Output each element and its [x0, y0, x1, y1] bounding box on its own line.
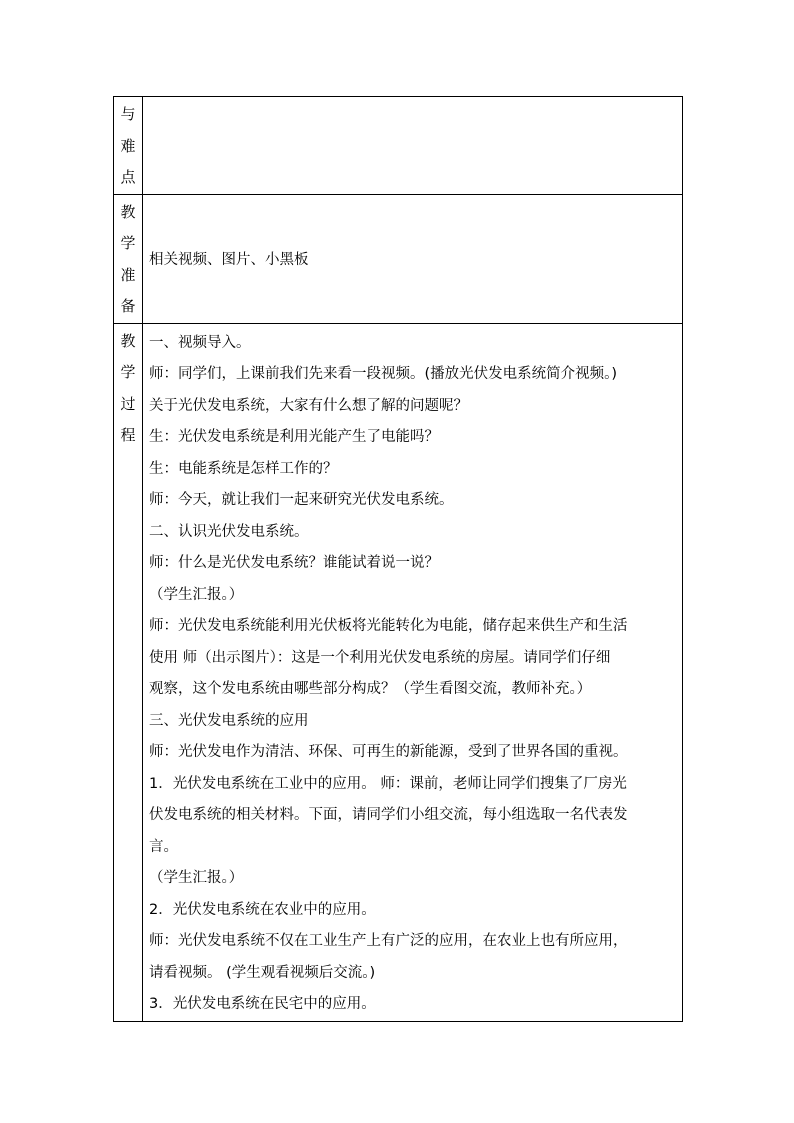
process-label	[114, 324, 142, 452]
process-line: 师：同学们，上课前我们先来看一段视频。(播放光伏发电系统简介视频。)	[149, 366, 618, 382]
process-line: 生：光伏发电系统是利用光能产生了电能吗？	[149, 429, 439, 445]
process-line: 三、光伏发电系统的应用	[149, 712, 309, 729]
process-line: 师：今天，就让我们一起来研究光伏发电系统。	[149, 492, 454, 508]
difficulty-label-cell	[114, 97, 143, 195]
process-label-cell	[114, 323, 143, 1021]
label-char: 备	[120, 297, 136, 315]
label-char: 教	[120, 331, 136, 350]
preparation-content-cell	[143, 194, 683, 323]
label-char: 准	[120, 265, 136, 284]
process-line: 2．光伏发电系统在农业中的应用。	[149, 901, 376, 918]
process-row	[114, 323, 683, 1021]
process-line: 生：电能系统是怎样工作的？	[149, 460, 338, 477]
preparation-content: 相关视频、图片、小黑板	[149, 252, 309, 268]
process-line: 师：光伏发电作为清洁、环保、可再生的新能源，受到了世界各国的重视。	[149, 744, 628, 760]
process-content	[143, 324, 682, 1021]
label-char: 与	[120, 105, 136, 123]
process-line: 二、认识光伏发电系统。	[149, 523, 309, 540]
process-content-cell	[143, 323, 683, 1021]
lesson-plan-table	[113, 96, 683, 1022]
process-line: 3．光伏发电系统在民宅中的应用。	[149, 996, 376, 1012]
preparation-row	[114, 194, 683, 323]
process-line: 伏发电系统的相关材料。下面，请同学们小组交流，每小组选取一名代表发	[149, 807, 628, 823]
difficulty-content	[143, 97, 682, 101]
label-char: 程	[120, 426, 136, 444]
label-char: 难	[120, 136, 136, 155]
label-char: 学	[120, 234, 136, 252]
process-line: 请看视频。 (学生观看视频后交流。)	[149, 964, 376, 981]
process-line: 1．光伏发电系统在工业中的应用。 师：课前，老师让同学们搜集了厂房光	[149, 775, 627, 792]
process-line: 使用 师（出示图片）：这是一个利用光伏发电系统的房屋。请同学们仔细	[149, 649, 611, 666]
process-line: 师：光伏发电系统不仅在工业生产上有广泛的应用，在农业上也有所应用，	[149, 933, 628, 949]
process-line: （学生汇报。）	[149, 870, 244, 886]
preparation-label-cell	[114, 194, 143, 323]
label-char: 过	[120, 394, 136, 413]
process-line: 师：什么是光伏发电系统？谁能试着说一说？	[149, 555, 439, 571]
process-line: 言。	[149, 838, 178, 855]
process-line: 一、视频导入。	[149, 334, 251, 351]
label-char: 学	[120, 363, 136, 381]
difficulty-label	[114, 97, 142, 194]
process-line: 关于光伏发电系统，大家有什么想了解的问题呢？	[149, 397, 468, 414]
difficulty-content-cell	[143, 97, 683, 195]
process-line: （学生汇报。）	[149, 586, 244, 603]
process-line: 师：光伏发电系统能利用光伏板将光能转化为电能，储存起来供生产和生活	[149, 618, 628, 634]
label-char: 教	[120, 202, 136, 221]
preparation-label	[114, 195, 142, 323]
process-line: 观察，这个发电系统由哪些部分构成？（学生看图交流，教师补充。）	[149, 681, 592, 697]
label-char: 点	[120, 168, 136, 186]
difficulty-row	[114, 97, 683, 195]
